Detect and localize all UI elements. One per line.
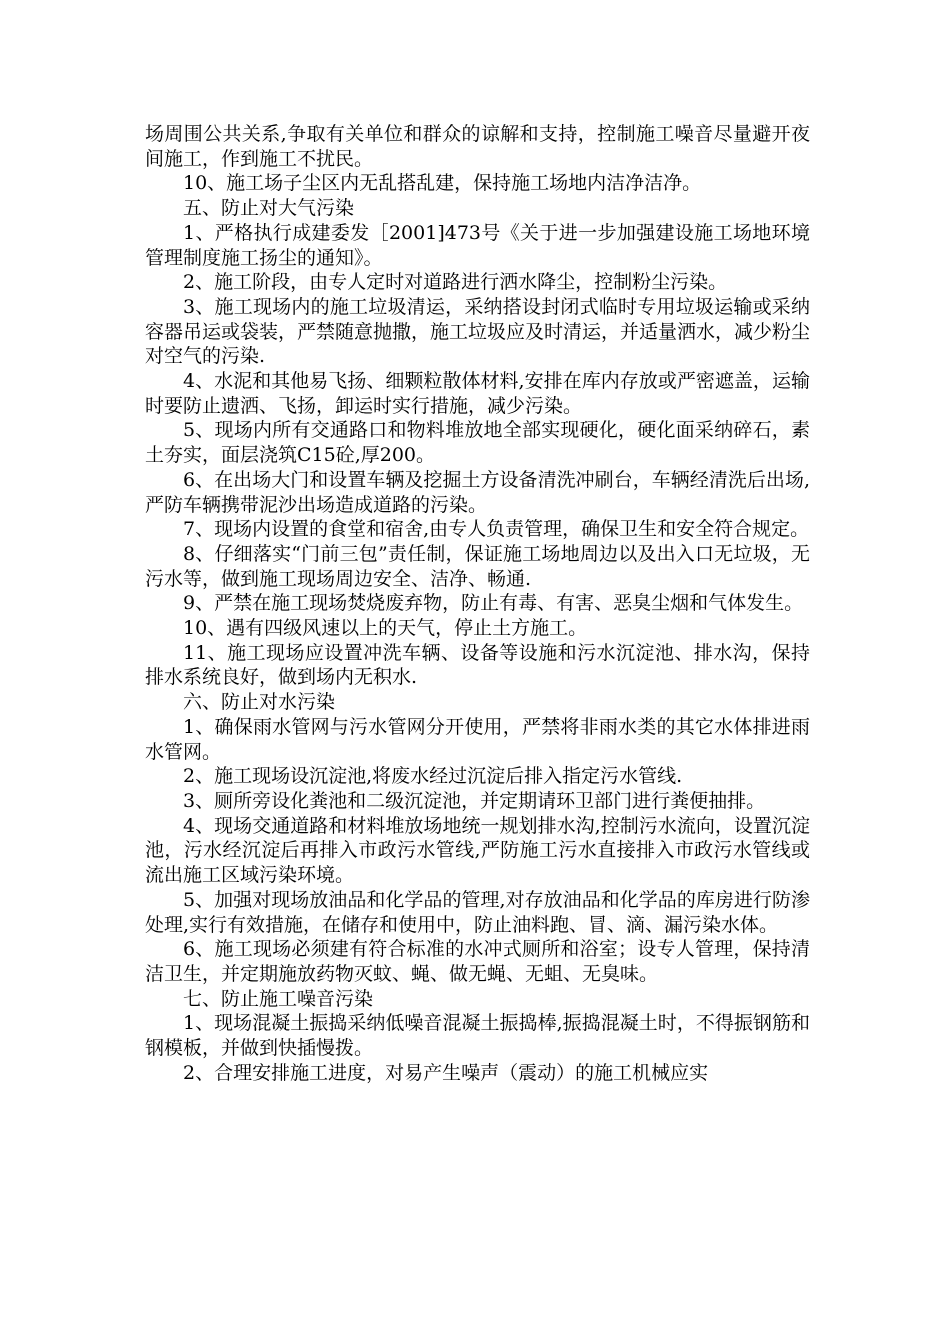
paragraph-item: 6、施工现场必须建有符合标准的水冲式厕所和浴室；设专人管理，保持清洁卫生，并定期施放药物灭蚊、蝇、做无蝇、无蛆、无臭味。 [145,938,810,985]
document-body [145,122,810,1085]
paragraph-item: 3、厕所旁设化粪池和二级沉淀池，并定期请环卫部门进行粪便抽排。 [183,789,766,812]
paragraph-item: 6、在出场大门和设置车辆及挖掘土方设备清洗冲刷台，车辆经清洗后出场,严防车辆携带泥沙出场造成道路的污染。 [145,468,810,516]
section-heading-water-pollution: 六、防止对水污染 [183,691,336,714]
paragraph-item: 1、现场混凝土振捣采纳低噪音混凝土振捣棒,振捣混凝土时，不得振钢筋和钢模板，并做到快插慢拨。 [145,1012,810,1060]
paragraph-item: 2、施工阶段，由专人定时对道路进行洒水降尘，控制粉尘污染。 [183,271,728,294]
paragraph-item: 2、合理安排施工进度，对易产生噪声（震动）的施工机械应实 [183,1061,709,1084]
paragraph-continuation: 场周围公共关系,争取有关单位和群众的谅解和支持，控制施工噪音尽量避开夜间施工，作到施工不扰民。 [145,123,810,170]
paragraph-item: 7、现场内设置的食堂和宿舍,由专人负责管理，确保卫生和安全符合规定。 [183,518,810,541]
paragraph-item-10: 10、施工场子尘区内无乱搭乱建，保持施工场地内洁净洁净。 [183,172,702,195]
paragraph-item: 11、施工现场应设置冲洗车辆、设备等设施和污水沉淀池、排水沟，保持排水系统良好，做到场内无积水. [145,641,810,689]
paragraph-item: 5、现场内所有交通路口和物料堆放地全部实现硬化，硬化面采纳碎石，素土夯实，面层浇筑C15砼,厚200。 [145,419,810,467]
section-heading-noise-pollution: 七、防止施工噪音污染 [183,987,374,1010]
paragraph-item: 5、加强对现场放油品和化学品的管理,对存放油品和化学品的库房进行防渗处理,实行有效措施，在储存和使用中，防止油料跑、冒、滴、漏污染水体。 [145,888,810,936]
paragraph-item: 1、确保雨水管网与污水管网分开使用，严禁将非雨水类的其它水体排进雨水管网。 [145,715,810,763]
paragraph-item: 4、现场交通道路和材料堆放场地统一规划排水沟,控制污水流向，设置沉淀池，污水经沉淀后再排入市政污水管线,严防施工污水直接排入市政污水管线或流出施工区域污染环境。 [145,814,810,887]
paragraph-item: 4、水泥和其他易飞扬、细颗粒散体材料,安排在库内存放或严密遮盖，运输时要防止遗洒、飞扬，卸运时实行措施，减少污染。 [145,370,810,417]
paragraph-item: 3、施工现场内的施工垃圾清运，采纳搭设封闭式临时专用垃圾运输或采纳容器吊运或袋装，严禁随意抛撒，施工垃圾应及时清运，并适量洒水，减少粉尘对空气的污染. [145,295,811,368]
paragraph-item: 8、仔细落实“门前三包”责任制，保证施工场地周边以及出入口无垃圾，无污水等，做到施工现场周边安全、洁净、畅通. [145,542,810,590]
paragraph-item: 1、严格执行成建委发［2001]473号《关于进一步加强建设施工场地环境管理制度施工扬尘的通知》。 [145,221,810,269]
paragraph-item: 10、遇有四级风速以上的天气，停止土方施工。 [183,617,588,640]
paragraph-item: 2、施工现场设沉淀池,将废水经过沉淀后排入指定污水管线. [183,765,683,788]
section-heading-air-pollution: 五、防止对大气污染 [183,197,355,220]
paragraph-item: 9、严禁在施工现场焚烧废弃物，防止有毒、有害、恶臭尘烟和气体发生。 [183,592,804,615]
